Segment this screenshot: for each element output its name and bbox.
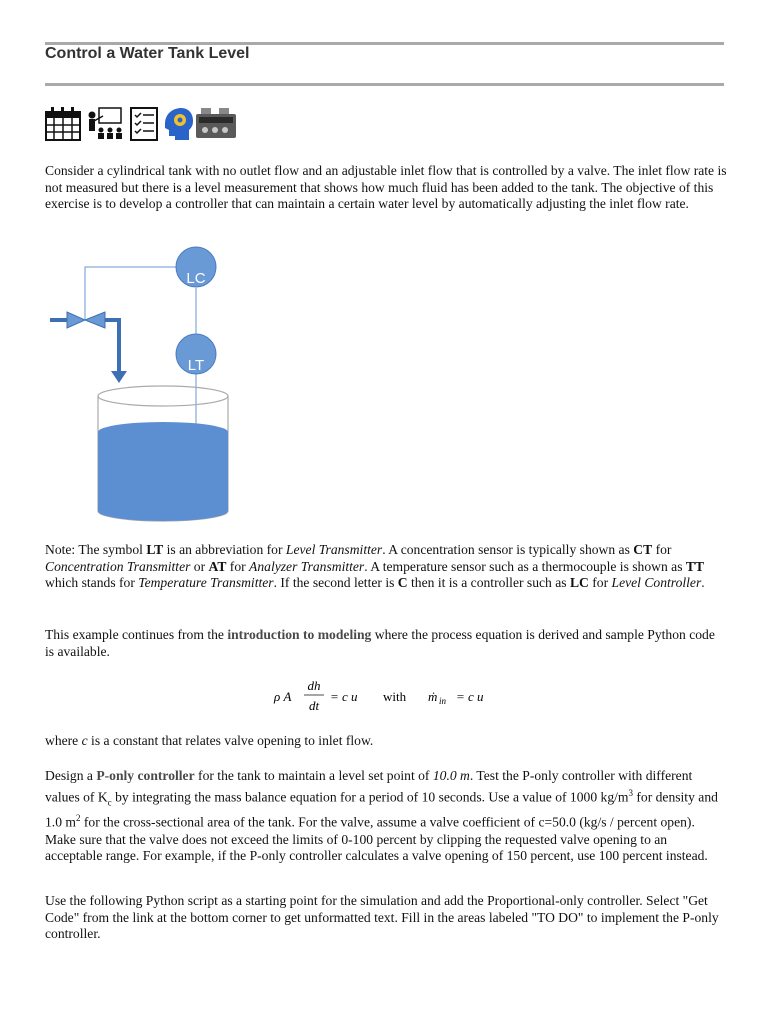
lc-instrument[interactable] [176, 247, 216, 287]
p-only-controller-link[interactable]: P-only controller [96, 768, 195, 783]
schedule-icon[interactable] [46, 107, 80, 140]
checklist-icon[interactable] [131, 108, 157, 140]
hardware-lab-icon[interactable] [196, 108, 236, 138]
title-divider [45, 83, 724, 86]
svg-text:= c u: = c u [330, 689, 358, 704]
teacher-icon[interactable] [89, 108, 123, 139]
svg-text:in: in [439, 696, 447, 706]
svg-text:dh: dh [307, 678, 321, 693]
where-paragraph: where c is a constant that relates valve opening to inlet flow. [45, 733, 374, 748]
note-paragraph: Note: The symbol LT is an abbreviation for Level Transmitter. A concentration sensor is typically shown as CT for Concentration Transmitter or AT for Analyzer Transmitter. A temperature sensor such as a thermocouple is shown as TT which stands for Temperature Transmitter. If the second letter is C then it is a controller such as LC for Level Controller. [45, 542, 705, 591]
design-paragraph: Design a P-only controller for the tank to maintain a level set point of 10.0 m. Test the P-only controller with different values of $K_c$ by integrating the mass balance equation for a period of 10 seconds. Use a value of 1000 $kg/m^3$ for density and 1.0 $m^2$ for the cross-sectional area of the tank. For the valve, assume a valve coefficient of c=50.0 (kg/s / percent open). Make sure that the valve does not exceed the limits of 0-100 percent by clipping the requested valve opening to an acceptable range. For example, if the P-only controller calculates a valve opening of 150 percent, use 100 percent instead. [45, 768, 718, 864]
lc-label: LC [186, 270, 206, 287]
introduction-to-modeling-link[interactable]: introduction to modeling [227, 627, 372, 642]
tank-diagram [45, 245, 245, 525]
svg-text:= c u: = c u [456, 689, 484, 704]
icon-row [45, 106, 237, 142]
svg-text:dt: dt [308, 698, 320, 713]
tank [98, 386, 228, 521]
valve-icon-right[interactable] [85, 312, 105, 328]
page-title: Control a Water Tank Level [45, 45, 250, 62]
water-surface [98, 422, 228, 442]
valve-icon[interactable] [67, 312, 85, 328]
lt-label: LT [187, 357, 205, 374]
tank-rim [98, 386, 228, 406]
control-signal-line [85, 267, 179, 320]
svg-text:with: with [383, 689, 407, 704]
lt-instrument[interactable] [176, 334, 216, 374]
svg-text:ṁ: ṁ [428, 689, 438, 704]
intro-paragraph: Consider a cylindrical tank with no outlet flow and an adjustable inlet flow that is controlled by a valve. The inlet flow rate is not measured but there is a level measurement that shows how much fluid has been added to the tank. The objective of this exercise is to develop a controller that can maintain a certain water level by automatically adjusting the inlet flow rate. [45, 163, 727, 212]
water [98, 432, 228, 521]
script-paragraph: Use the following Python script as a starting point for the simulation and add the Proportional-only controller. Select "Get Code" from the link at the bottom corner to get unformatted text. Fill in the areas labeled "TO DO" to implement the P-only controller. [45, 893, 719, 942]
brain-gear-icon[interactable] [165, 108, 193, 140]
svg-text:ρ A: ρ A [274, 689, 292, 704]
example-paragraph: This example continues from the introduction to modeling where the process equation is derived and sample Python code is available. [45, 627, 715, 659]
outlet-pipe [105, 320, 119, 373]
flow-arrow-icon [111, 371, 127, 383]
mass-balance-equation [272, 676, 512, 716]
